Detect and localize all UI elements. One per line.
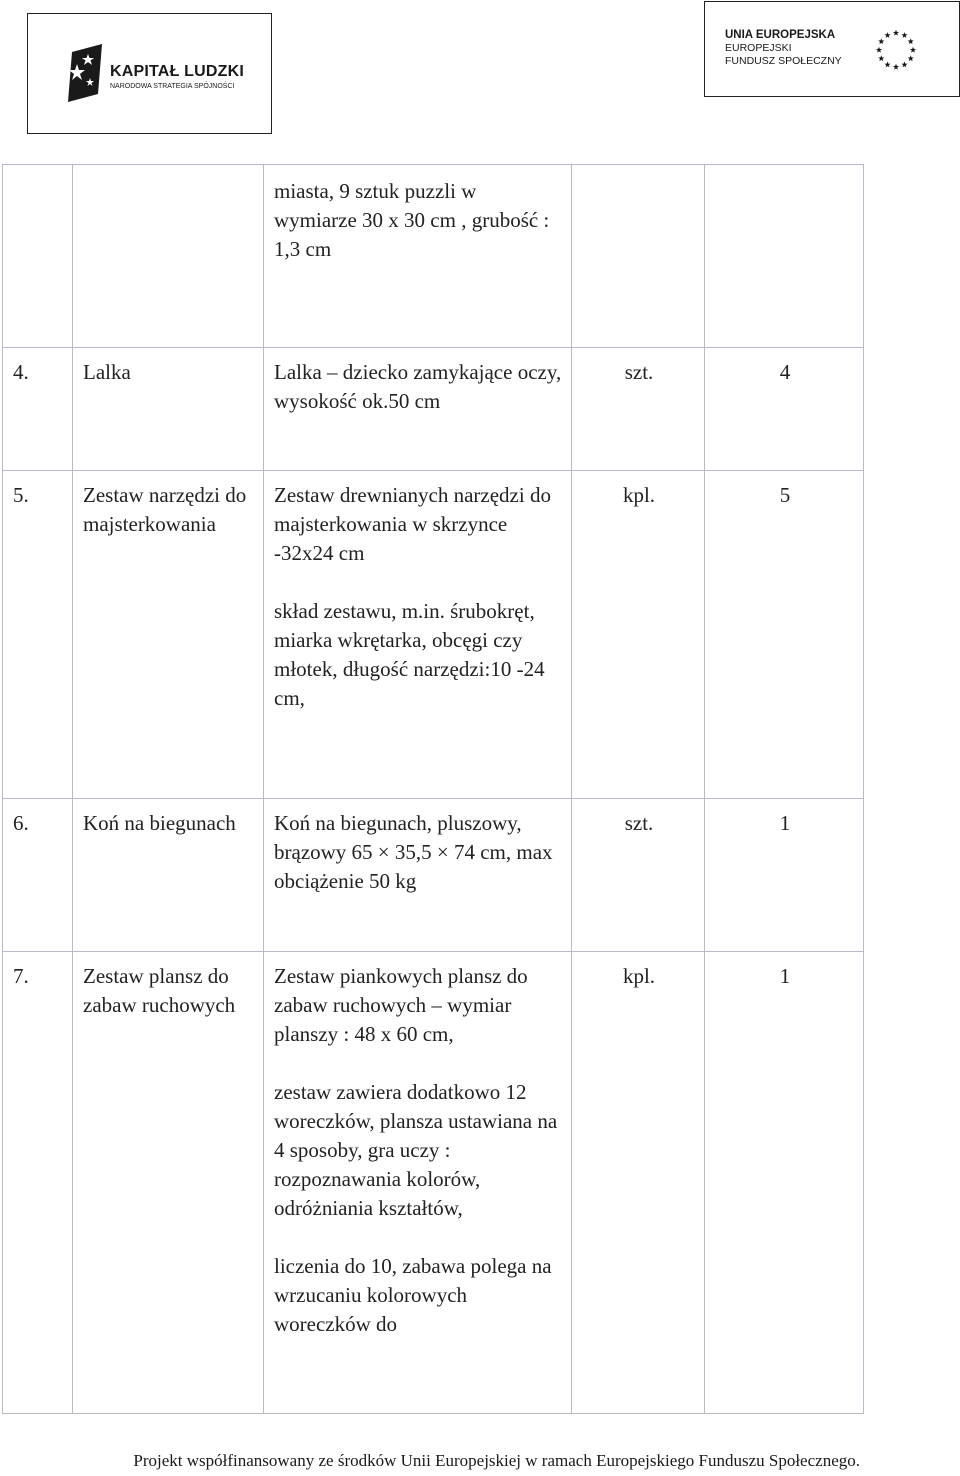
description-text: Koń na biegunach, pluszowy, brązowy 65 × 35,5 × 74 cm, max obciążenie 50 kg: [274, 811, 553, 893]
description-cell: [264, 348, 572, 471]
description-text: skład zestawu, m.in. śrubokręt, miarka wkrętarka, obcęgi czy młotek, długość narzędzi:10 -24 cm,: [274, 599, 545, 710]
unit-cell: kpl.: [572, 952, 705, 1414]
logo-subtitle: NARODOWA STRATEGIA SPÓJNOŚCI: [110, 83, 235, 90]
description-cell: [264, 952, 572, 1414]
specification-table: [2, 164, 864, 1414]
table-row: [3, 165, 864, 348]
description-text: Zestaw drewnianych narzędzi do majsterkowania w skrzynce -32x24 cm: [274, 483, 551, 565]
eu-logo-line2: EUROPEJSKI: [725, 42, 792, 54]
description-cell: [264, 165, 572, 348]
table-row: [3, 348, 864, 471]
description-text: miasta, 9 sztuk puzzli w wymiarze 30 x 30 cm , grubość : 1,3 cm: [274, 179, 550, 261]
description-text: Lalka – dziecko zamykające oczy, wysokość ok.50 cm: [274, 360, 562, 413]
description-cell: [264, 471, 572, 799]
name-cell: [73, 165, 264, 348]
description-text: Zestaw piankowych plansz do zabaw ruchowych – wymiar planszy : 48 x 60 cm,: [274, 964, 528, 1046]
description-text: zestaw zawiera dodatkowo 12 woreczków, plansza ustawiana na 4 sposoby, gra uczy : rozpoznawania kolorów, odróżniania kształtów,: [274, 1080, 558, 1220]
unit-cell: szt.: [572, 799, 705, 952]
description-cell: [264, 799, 572, 952]
table-row: [3, 952, 864, 1414]
eu-logo: [704, 1, 960, 97]
quantity-cell: [705, 165, 864, 348]
quantity-cell: 5: [705, 471, 864, 799]
table-row: [3, 799, 864, 952]
quantity-cell: 4: [705, 348, 864, 471]
kapital-ludzki-emblem-icon: [68, 44, 108, 102]
description-text: liczenia do 10, zabawa polega na wrzucaniu kolorowych woreczków do: [274, 1254, 552, 1336]
number-cell: [3, 165, 73, 348]
number-cell: 4.: [3, 348, 73, 471]
eu-logo-text: [725, 28, 842, 68]
unit-cell: szt.: [572, 348, 705, 471]
number-cell: 5.: [3, 471, 73, 799]
number-cell: 7.: [3, 952, 73, 1414]
footer-note: Projekt współfinansowany ze środków Unii Europejskiej w ramach Europejskiego Funduszu Społecznego.: [133, 1451, 860, 1470]
name-cell: Zestaw plansz do zabaw ruchowych: [73, 952, 264, 1414]
quantity-cell: 1: [705, 952, 864, 1414]
name-cell: Lalka: [73, 348, 264, 471]
eu-flag-icon: [869, 26, 923, 74]
number-cell: 6.: [3, 799, 73, 952]
unit-cell: [572, 165, 705, 348]
kapital-ludzki-logo: [27, 13, 272, 134]
eu-logo-line3: FUNDUSZ SPOŁECZNY: [725, 55, 842, 67]
name-cell: Koń na biegunach: [73, 799, 264, 952]
table-row: [3, 471, 864, 799]
quantity-cell: 1: [705, 799, 864, 952]
unit-cell: kpl.: [572, 471, 705, 799]
name-cell: Zestaw narzędzi do majsterkowania: [73, 471, 264, 799]
logo-title: KAPITAŁ LUDZKI: [110, 63, 245, 80]
eu-logo-line1: UNIA EUROPEJSKA: [725, 29, 836, 41]
